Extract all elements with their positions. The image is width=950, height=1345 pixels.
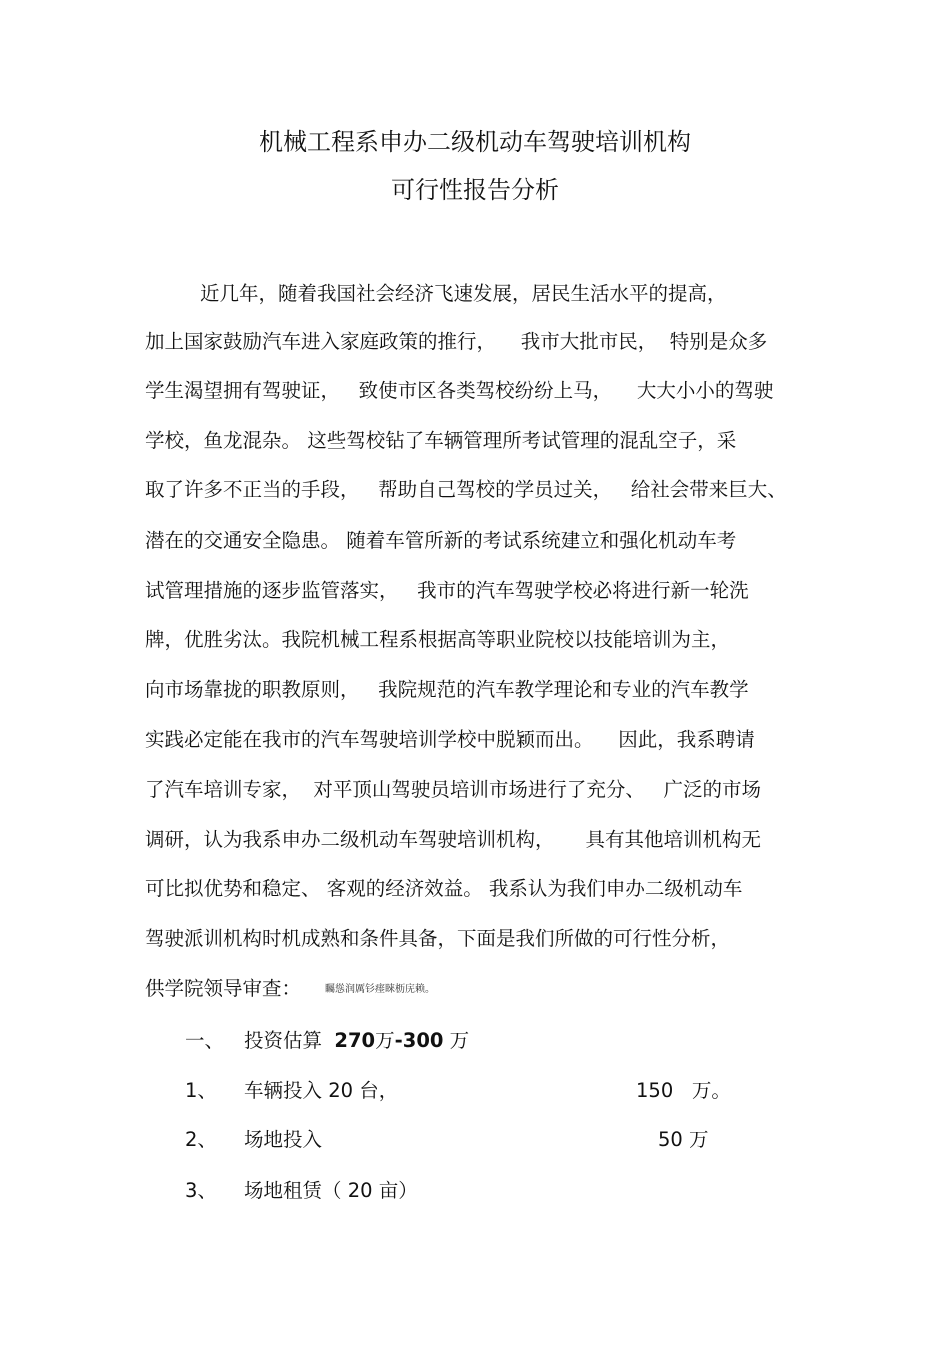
paragraph-line: 实践必定能在我市的汽车驾驶培训学校中脱颖而出。 因此，我系聘请 xyxy=(145,728,755,751)
section-number: 一、 xyxy=(185,1029,225,1052)
amount-from: 270 xyxy=(334,1029,376,1052)
paragraph-line: 取了许多不正当的手段， 帮助自己驾校的学员过关， 给社会带来巨大、 xyxy=(145,478,787,501)
paragraph-line-last xyxy=(145,976,435,1003)
unit-1: 万 xyxy=(375,1029,395,1052)
paragraph-line: 调研，认为我系申办二级机动车驾驶培训机构， 具有其他培训机构无 xyxy=(145,828,761,851)
paragraph-line: 学校，鱼龙混杂。 这些驾校钻了车辆管理所考试管理的混乱空子，采 xyxy=(145,429,737,452)
paragraph-line: 了汽车培训专家， 对平顶山驾驶员培训市场进行了充分、 广泛的市场 xyxy=(145,778,761,801)
paragraph-line: 潜在的交通安全隐患。 随着车管所新的考试系统建立和强化机动车考 xyxy=(145,529,737,552)
item-amount: 50 万 xyxy=(658,1128,709,1151)
amount-to: -300 xyxy=(394,1029,444,1052)
paragraph-line: 牌，优胜劣汰。我院机械工程系根据高等职业院校以技能培训为主， xyxy=(145,628,731,651)
unit-2: 万 xyxy=(449,1029,470,1052)
paragraph-line: 可比拟优势和稳定、 客观的经济效益。 我系认为我们申办二级机动车 xyxy=(145,877,743,900)
item-number: 3、 xyxy=(185,1179,217,1202)
item-number: 2、 xyxy=(185,1128,217,1151)
paragraph-line: 试管理措施的逐步监管落实， 我市的汽车驾驶学校必将进行新一轮洗 xyxy=(145,579,749,602)
item-label: 车辆投入 20 台， xyxy=(244,1079,399,1102)
garbled-note: 矚慫润厲钐瘗睞枥庑赖。 xyxy=(325,983,436,995)
paragraph-line: 向市场靠拢的职教原则， 我院规范的汽车教学理论和专业的汽车教学 xyxy=(145,678,749,701)
paragraph-line: 加上国家鼓励汽车进入家庭政策的推行， 我市大批市民， 特别是众多 xyxy=(145,330,768,353)
paragraph-line: 驾驶派训机构时机成熟和条件具备，下面是我们所做的可行性分析， xyxy=(145,927,731,950)
paragraph-line: 学生渴望拥有驾驶证， 致使市区各类驾校纷纷上马， 大大小小的驾驶 xyxy=(145,379,774,402)
section-heading xyxy=(244,1028,469,1054)
paragraph-closing-text: 供学院领导审查： xyxy=(145,977,302,1000)
paragraph-line: 近几年，随着我国社会经济飞速发展，居民生活水平的提高， xyxy=(200,282,727,305)
title-line-2: 可行性报告分析 xyxy=(391,176,559,204)
item-number: 1、 xyxy=(185,1079,217,1102)
item-amount: 150 万。 xyxy=(636,1079,731,1102)
title-line-1: 机械工程系申办二级机动车驾驶培训机构 xyxy=(259,128,691,156)
item-label: 场地投入 xyxy=(244,1128,323,1151)
section-label: 投资估算 xyxy=(244,1029,323,1052)
item-label: 场地租赁（ 20 亩） xyxy=(244,1179,418,1202)
